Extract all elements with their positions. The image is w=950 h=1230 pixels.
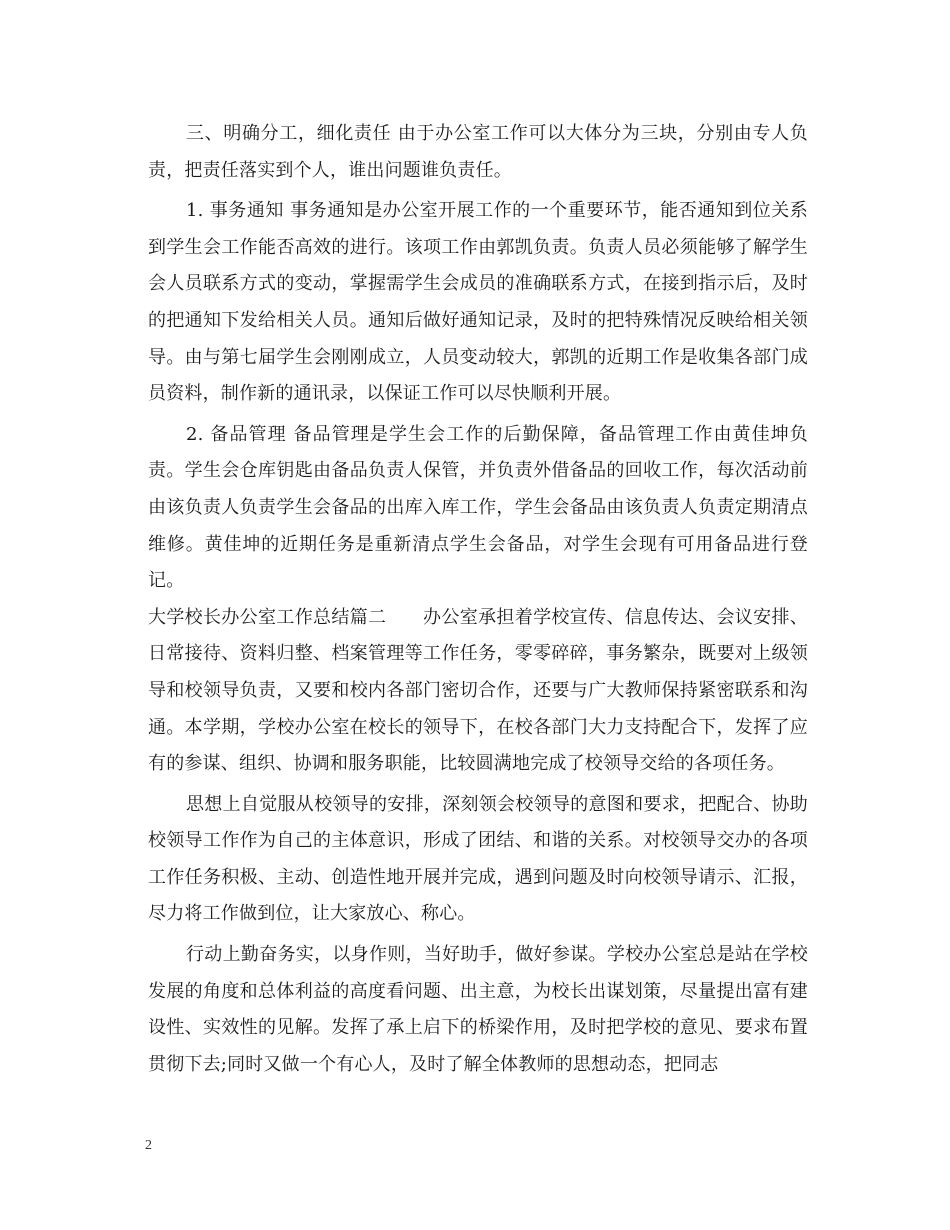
page-number: 2 [145, 1138, 152, 1153]
paragraph-equipment: 2. 备品管理 备品管理是学生会工作的后勤保障，备品管理工作由黄佳坤负责。学生会仓库钥匙由备品负责人保管，并负责外借备品的回收工作，每次活动前由该负责人负责学生会备品的出库入库工作，学生会备品由该负责人负责定期清点维修。黄佳坤的近期任务是重新清点学生会备品，对学生会现有可用备品进行登记。 [148, 423, 808, 592]
paragraph-notice: 1. 事务通知 事务通知是办公室开展工作的一个重要环节，能否通知到位关系到学生会工作能否高效的进行。该项工作由郭凯负责。负责人员必须能够了解学生会人员联系方式的变动，掌握需学生会成员的准确联系方式，在接到指示后，及时的把通知下发给相关人员。通知后做好通知记录，及时的把特殊情况反映给相关领导。由与第七届学生会刚刚成立，人员变动较大，郭凯的近期工作是收集各部门成员资料，制作新的通讯录，以保证工作可以尽快顺利开展。 [148, 200, 808, 405]
paragraph-action: 行动上勤奋务实，以身作则，当好助手，做好参谋。学校办公室总是站在学校发展的角度和总体利益的高度看问题、出主意，为校长出谋划策，尽量提出富有建设性、实效性的见解。发挥了承上启下的桥梁作用，及时把学校的意见、要求布置贯彻下去;同时又做一个有心人，及时了解全体教师的思想动态，把同志 [148, 944, 808, 1075]
document-body [148, 116, 808, 1083]
paragraph-section-three: 三、明确分工，细化责任 由于办公室工作可以大体分为三块，分别由专人负责，把责任落实到个人，谁出问题谁负责任。 [148, 123, 808, 181]
paragraph-summary-part-two: 大学校长办公室工作总结篇二 办公室承担着学校宣传、信息传达、会议安排、日常接待、资料归整、档案管理等工作任务，零零碎碎，事务繁杂，既要对上级领导和校领导负责，又要和校内各部门密切合作，还要与广大教师保持紧密联系和沟通。本学期，学校办公室在校长的领导下，在校各部门大力支持配合下，发挥了应有的参谋、组织、协调和服务职能，比较圆满地完成了校领导交给的各项任务。 [148, 606, 808, 775]
paragraph-thinking: 思想上自觉服从校领导的安排，深刻领会校领导的意图和要求，把配合、协助校领导工作作为自己的主体意识，形成了团结、和谐的关系。对校领导交办的各项工作任务积极、主动、创造性地开展并完成，遇到问题及时向校领导请示、汇报，尽力将工作做到位，让大家放心、称心。 [148, 793, 808, 925]
